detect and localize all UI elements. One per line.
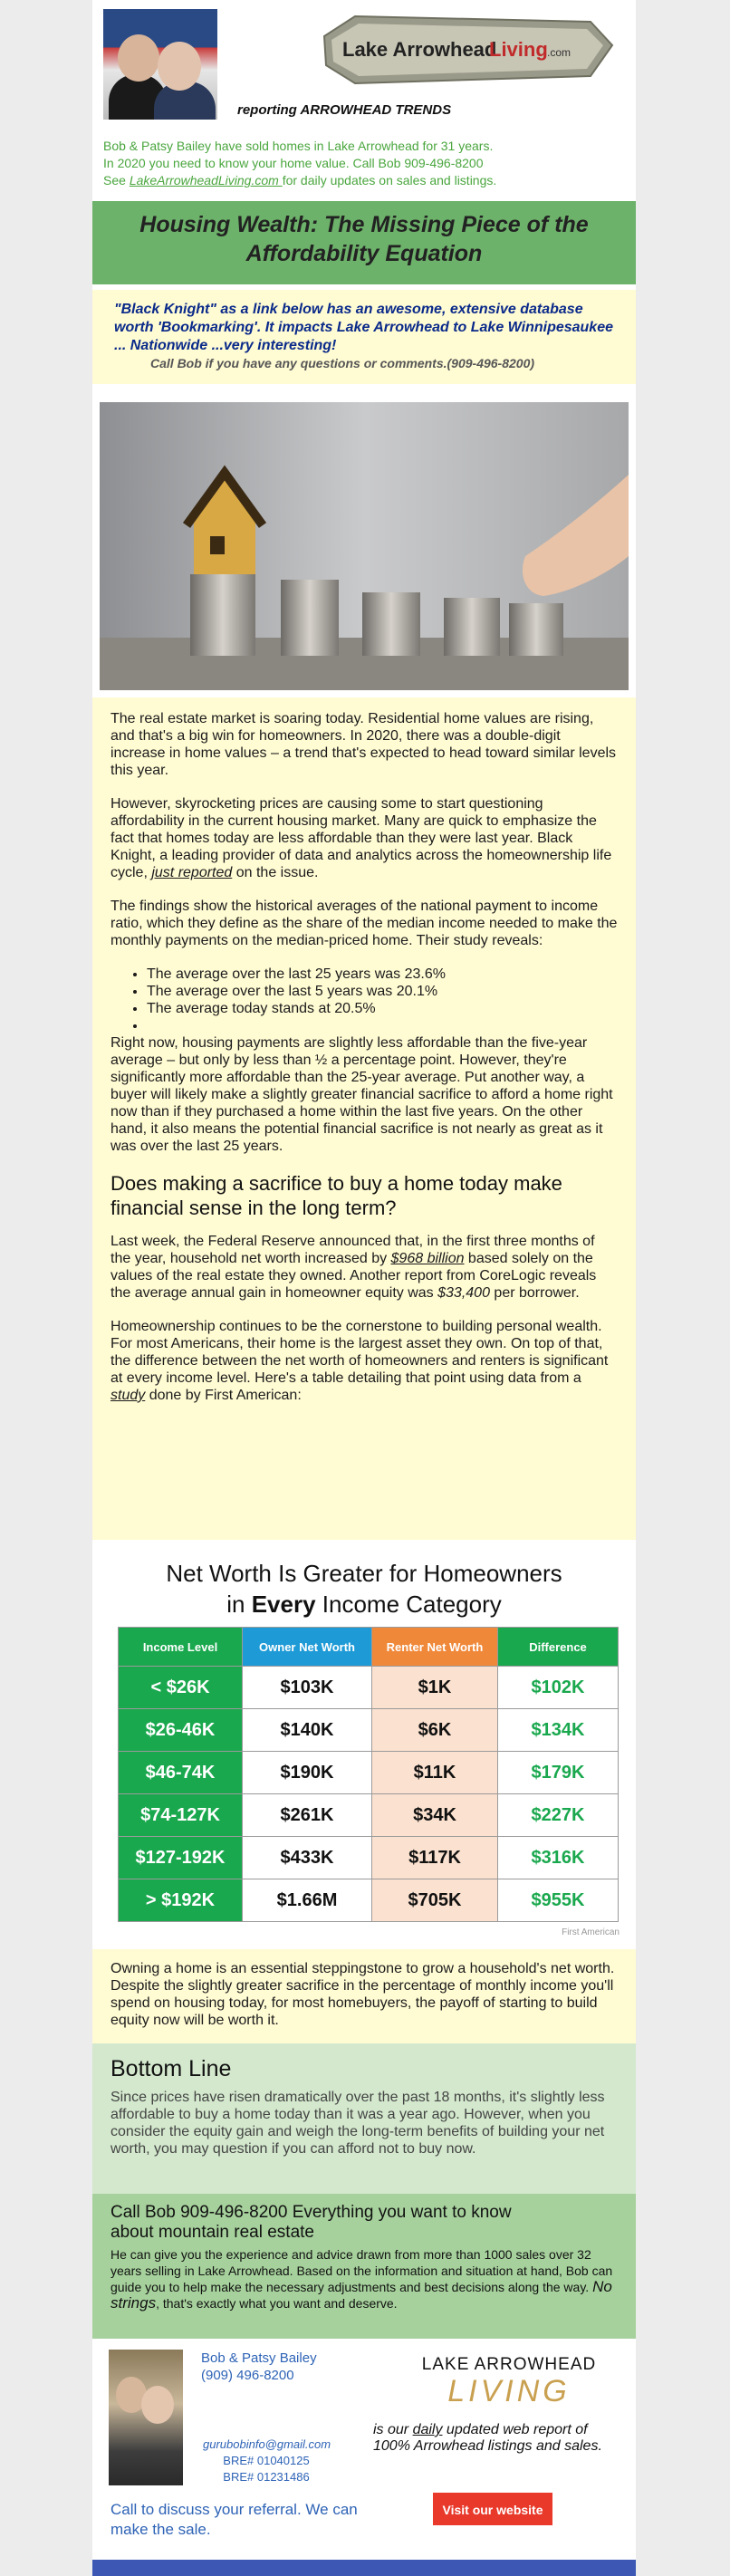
coins-house-hero-image: [100, 402, 629, 690]
cell-income-level: > $192K: [119, 1879, 243, 1922]
footer-email[interactable]: gurubobinfo@gmail.com: [203, 2437, 331, 2451]
table-row: [119, 1879, 619, 1922]
article-body: [92, 697, 636, 1540]
list-item-empty: [147, 1017, 618, 1034]
intro-line-2: In 2020 you need to know your home value. Call Bob 909-496-8200: [103, 156, 484, 170]
footer-contact: [201, 2350, 317, 2384]
footer-name: Bob & Patsy Bailey: [201, 2350, 317, 2366]
footer-logo[interactable]: [409, 2355, 609, 2408]
footer-bre-1: BRE# 01040125: [223, 2454, 310, 2467]
title-band: [92, 201, 636, 284]
table-header-row: [119, 1628, 619, 1667]
intro-line-3: See LakeArrowheadLiving.com for daily updates on sales and listings.: [103, 173, 497, 187]
cell-owner-net-worth: $433K: [243, 1837, 372, 1879]
968-billion-link[interactable]: $968 billion: [390, 1251, 465, 1266]
cell-difference: $227K: [498, 1794, 619, 1837]
header-renter-net-worth: Renter Net Worth: [372, 1628, 498, 1667]
bottom-line-text: Since prices have risen dramatically over the past 18 months, it's slightly less affordable to buy a home today than it was a year ago. However, when you consider the equity gain and weigh the long-term benefits of building your net worth, you may question if you can afford not to buy now.: [110, 2090, 605, 2157]
article-paragraph-5-end: per borrower.: [489, 1285, 580, 1301]
table-row: [119, 1794, 619, 1837]
cell-difference: $134K: [498, 1709, 619, 1752]
article-paragraph-6: Homeownership continues to be the cornerstone to building personal wealth. For most Americans, their home is the largest asset they own. On top of that, the difference between the net worth of homeowners and renters is significant at every income level. Here's a table detailing that point using data from a study done by First American:: [110, 1319, 609, 1403]
after-table-paragraph: Owning a home is an essential steppingstone to grow a household's net worth. Despite the slightly greater sacrifice in the percentage of monthly income you'll spend on housing today, for most homebuyers, the payoff of starting to build equity now will be worth it.: [92, 1949, 636, 2043]
footer-referral: Call to discuss your referral. We can make the sale.: [110, 2501, 358, 2538]
cell-owner-net-worth: $1.66M: [243, 1879, 372, 1922]
cell-owner-net-worth: $103K: [243, 1667, 372, 1709]
table-title-line-1: Net Worth Is Greater for Homeowners: [166, 1560, 562, 1587]
table-source: First American: [562, 1927, 620, 1937]
bottom-bar: [92, 2560, 636, 2576]
intro-text: [103, 138, 625, 189]
page-title: Housing Wealth: The Missing Piece of the Affordability Equation: [139, 212, 589, 266]
note-line-1: "Black Knight" as a link below has an awesome, extensive database worth 'Bookmarking'. It impacts Lake Arrowhead to Lake Winnipesaukee ... Nationwide ...very interesting!: [114, 302, 613, 353]
footer-couple-photo: [109, 2350, 183, 2485]
logo-main-text: Lake Arrowhead: [342, 38, 497, 61]
bottom-line-section: [92, 2043, 636, 2194]
cell-difference: $955K: [498, 1879, 619, 1922]
table-row: [119, 1709, 619, 1752]
footer-daily-report: is our daily updated web report of 100% Arrowhead listings and sales.: [373, 2422, 602, 2454]
cell-income-level: $46-74K: [119, 1752, 243, 1794]
cell-renter-net-worth: $11K: [372, 1752, 498, 1794]
table-title-every: Every: [251, 1591, 316, 1618]
intro-line-1: Bob & Patsy Bailey have sold homes in Lake Arrowhead for 31 years.: [103, 139, 494, 153]
article-paragraph-6-end: done by First American:: [145, 1388, 302, 1403]
article-subheading: Does making a sacrifice to buy a home today make financial sense in the long term?: [110, 1172, 562, 1219]
article-paragraph-2-end: on the issue.: [232, 865, 319, 880]
article-paragraph-5-mid: based solely on the values of the real estate they owned. Another report from CoreLogic reveals the average annual gain in homeowner equity was: [110, 1251, 597, 1301]
footer-phone[interactable]: (909) 496-8200: [201, 2368, 294, 2383]
table-title-line-2: in Every Income Category: [226, 1591, 502, 1618]
table-row: [119, 1752, 619, 1794]
cell-income-level: $74-127K: [119, 1794, 243, 1837]
article-paragraph-3: The findings show the historical averages of the national payment to income ratio, which they define as the share of the median income needed to make the monthly payments on the median-priced home. Their study reveals:: [110, 899, 618, 948]
footer-credentials: [203, 2437, 330, 2485]
cell-renter-net-worth: $705K: [372, 1879, 498, 1922]
call-bob-heading-line-2: about mountain real estate: [110, 2223, 314, 2242]
table-row: [119, 1837, 619, 1879]
bailey-couple-photo: [103, 9, 217, 120]
website-link[interactable]: LakeArrowheadLiving.com: [129, 173, 283, 187]
footer-logo-line-2: LIVING: [447, 2374, 571, 2408]
cell-renter-net-worth: $1K: [372, 1667, 498, 1709]
call-bob-heading: Call Bob 909-496-8200 Everything you want to know about mountain real estate: [110, 2203, 512, 2242]
header-owner-net-worth: Owner Net Worth: [243, 1628, 372, 1667]
call-bob-text-end: , that's exactly what you want and deserve.: [156, 2296, 398, 2311]
cell-income-level: < $26K: [119, 1667, 243, 1709]
header-difference: Difference: [498, 1628, 619, 1667]
article-paragraph-2: However, skyrocketing prices are causing some to start questioning affordability in the current housing market. Many are quick to emphasize the fact that homes today are less affordable than they were last year. Black Knight, a leading provider of data and analytics across the homeownership life cycle, just reported on the issue.: [110, 796, 612, 880]
equity-gain-value: $33,400: [437, 1285, 490, 1301]
cell-owner-net-worth: $190K: [243, 1752, 372, 1794]
footer-daily-word: daily: [412, 2422, 443, 2437]
table-title-line-2-end: Income Category: [315, 1591, 502, 1618]
footer-bre-2: BRE# 01231486: [223, 2470, 310, 2484]
table-row: [119, 1667, 619, 1709]
intro-line-3-suffix: for daily updates on sales and listings.: [282, 173, 497, 187]
cell-difference: $102K: [498, 1667, 619, 1709]
email-container: [92, 0, 636, 2576]
logo-accent-text: Living: [489, 38, 548, 61]
logo-suffix-text: .com: [547, 46, 572, 59]
study-link[interactable]: study: [110, 1388, 146, 1403]
bottom-line-heading: Bottom Line: [110, 2056, 232, 2081]
call-bob-text: He can give you the experience and advice drawn from more than 1000 sales over 32 years selling in Lake Arrowhead. Based on the information and situation at hand, Bob can guide you to help make the necessary adjustments and best decisions along the way. No strings, that's exactly what you want and deserve.: [110, 2247, 613, 2312]
article-paragraph-1: The real estate market is soaring today. Residential home values are rising, and that's a big win for homeowners. In 2020, there was a double-digit increase in home values – a trend that's expected to head toward similar levels this year.: [110, 711, 617, 778]
cell-income-level: $127-192K: [119, 1837, 243, 1879]
article-paragraph-4: Right now, housing payments are slightly less affordable than the five-year average – but only by less than ½ a percentage point. However, they're significantly more affordable than the 25-year average. Put another way, a buyer will likely make a slightly greater financial sacrifice to afford a home right now than if they purchased a home within the last five years. On the other hand, it also means the potential financial sacrifice is not nearly as great as it was over the last 25 years.: [110, 1035, 613, 1154]
net-worth-table-figure: [92, 1540, 636, 1949]
cell-income-level: $26-46K: [119, 1709, 243, 1752]
cell-owner-net-worth: $261K: [243, 1794, 372, 1837]
header-income-level: Income Level: [119, 1628, 243, 1667]
footer: [92, 2339, 636, 2560]
call-bob-section: [92, 2194, 636, 2339]
lake-arrowhead-living-logo[interactable]: [319, 9, 616, 92]
note-line-2: Call Bob if you have any questions or comments.(909-496-8200): [150, 356, 535, 370]
visit-website-button[interactable]: Visit our website: [433, 2493, 552, 2525]
list-item: • The average today stands at 20.5%: [147, 1000, 618, 1017]
cell-owner-net-worth: $140K: [243, 1709, 372, 1752]
footer-logo-line-1: LAKE ARROWHEAD: [421, 2355, 597, 2374]
just-reported-link[interactable]: just reported: [151, 865, 233, 880]
tagline: reporting ARROWHEAD TRENDS: [237, 102, 452, 118]
cell-difference: $316K: [498, 1837, 619, 1879]
list-item: • The average over the last 5 years was 20.1%: [147, 983, 618, 1000]
cell-difference: $179K: [498, 1752, 619, 1794]
findings-list: [110, 966, 618, 1034]
black-knight-note: [92, 290, 636, 384]
list-item: • The average over the last 25 years was 23.6%: [147, 966, 618, 983]
footer-daily-end: updated web report of 100% Arrowhead listings and sales.: [373, 2422, 602, 2454]
cell-renter-net-worth: $6K: [372, 1709, 498, 1752]
cell-renter-net-worth: $117K: [372, 1837, 498, 1879]
table-title: [92, 1558, 636, 1620]
no-strings-text: No strings: [110, 2278, 612, 2312]
net-worth-table: [118, 1627, 619, 1922]
article-paragraph-5: Last week, the Federal Reserve announced that, in the first three months of the year, household net worth increased by $968 billion based solely on the values of the real estate they owned. Another report from CoreLogic reveals the average annual gain in homeowner equity was $33,400 per borrower.: [110, 1234, 597, 1301]
cell-renter-net-worth: $34K: [372, 1794, 498, 1837]
